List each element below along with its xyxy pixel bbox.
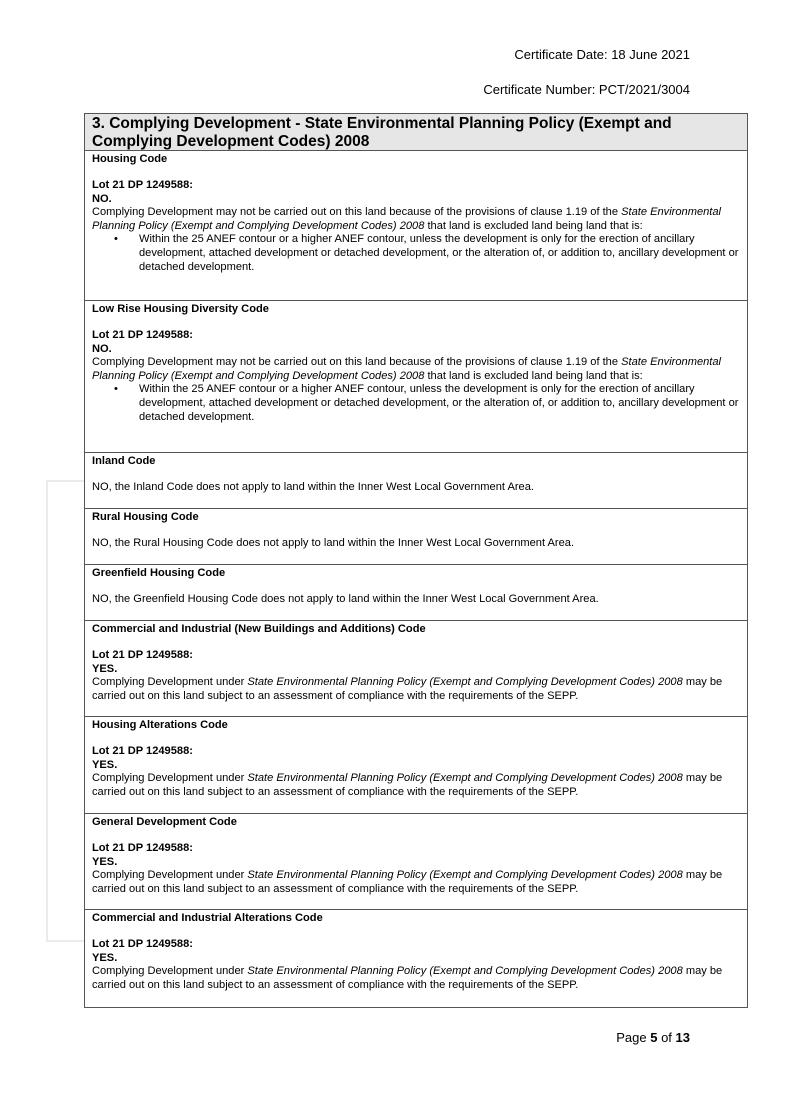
bullet-dot: • bbox=[114, 233, 118, 246]
yes-paragraph: Complying Development under State Environmental Planning Policy (Exempt and Complying Development Codes) 2008 may be carried out on this land subject to an assessment of compliance with the requirements of the SEPP. bbox=[92, 869, 723, 895]
housing-alterations-section bbox=[85, 717, 747, 814]
section-heading: Commercial and Industrial Alterations Code bbox=[92, 912, 323, 924]
section-heading: Housing Code bbox=[92, 153, 168, 165]
certificate-number: Certificate Number: PCT/2021/3004 bbox=[483, 82, 690, 97]
section-heading: General Development Code bbox=[92, 816, 237, 828]
inland-text: NO, the Inland Code does not apply to land within the Inner West Local Government Area. bbox=[92, 481, 534, 493]
commercial-new-buildings-section bbox=[85, 621, 747, 717]
low-rise-housing-section bbox=[85, 301, 747, 453]
answer-no: NO. bbox=[92, 342, 112, 355]
answer-yes: YES. bbox=[92, 662, 118, 675]
answer-yes: YES. bbox=[92, 951, 118, 964]
lot-label: Lot 21 DP 1249588: bbox=[92, 745, 193, 757]
section-heading: Inland Code bbox=[92, 455, 156, 467]
commercial-alterations-section bbox=[85, 910, 747, 1007]
general-development-section bbox=[85, 814, 747, 910]
certificate-date: Certificate Date: 18 June 2021 bbox=[514, 47, 690, 62]
section-heading: Low Rise Housing Diversity Code bbox=[92, 303, 269, 315]
yes-paragraph: Complying Development under State Environmental Planning Policy (Exempt and Complying Development Codes) 2008 may be carried out on this land subject to an assessment of compliance with the requirements of the SEPP. bbox=[92, 676, 723, 702]
rural-text: NO, the Rural Housing Code does not apply to land within the Inner West Local Government Area. bbox=[92, 537, 575, 549]
greenfield-housing-section bbox=[85, 565, 747, 621]
answer-no: NO. bbox=[92, 192, 112, 205]
complying-development-table bbox=[84, 113, 748, 1008]
lot-label: Lot 21 DP 1249588: bbox=[92, 329, 193, 341]
housing-code-section bbox=[85, 151, 747, 301]
bullet-item: • Within the 25 ANEF contour or a higher ANEF contour, unless the development is only for the erection of ancillary development, attached development or detached development, or the alteration of, or addition to, ancillary development or detached development. bbox=[114, 233, 739, 273]
bullet-dot: • bbox=[114, 383, 118, 396]
yes-paragraph: Complying Development under State Environmental Planning Policy (Exempt and Complying Development Codes) 2008 may be carried out on this land subject to an assessment of compliance with the requirements of the SEPP. bbox=[92, 772, 723, 798]
lot-label: Lot 21 DP 1249588: bbox=[92, 938, 193, 950]
lot-label: Lot 21 DP 1249588: bbox=[92, 842, 193, 854]
answer-yes: YES. bbox=[92, 855, 118, 868]
bullet-item: • Within the 25 ANEF contour or a higher ANEF contour, unless the development is only for the erection of ancillary development, attached development or detached development, or the alteration of, or addition to, ancillary development or detached development. bbox=[114, 383, 739, 423]
section-heading: Commercial and Industrial (New Buildings and Additions) Code bbox=[92, 623, 426, 635]
exclusion-paragraph: Complying Development may not be carried out on this land because of the provisions of clause 1.19 of the State Environmental Planning Policy (Exempt and Complying Development Codes) 2008 that land is excluded land being land that is: bbox=[92, 206, 722, 232]
lot-label: Lot 21 DP 1249588: bbox=[92, 649, 193, 661]
lot-label: Lot 21 DP 1249588: bbox=[92, 179, 193, 191]
page-number: Page 5 of 13 bbox=[616, 1030, 690, 1045]
section-heading: Rural Housing Code bbox=[92, 511, 199, 523]
exclusion-paragraph: Complying Development may not be carried out on this land because of the provisions of clause 1.19 of the State Environmental Planning Policy (Exempt and Complying Development Codes) 2008 that land is excluded land being land that is: bbox=[92, 356, 722, 382]
section-title: 3. Complying Development - State Environmental Planning Policy (Exempt and Complying Development Codes) 2008 bbox=[85, 114, 747, 151]
greenfield-text: NO, the Greenfield Housing Code does not apply to land within the Inner West Local Government Area. bbox=[92, 593, 599, 605]
section-heading: Housing Alterations Code bbox=[92, 719, 228, 731]
rural-housing-section bbox=[85, 509, 747, 565]
yes-paragraph: Complying Development under State Environmental Planning Policy (Exempt and Complying Development Codes) 2008 may be carried out on this land subject to an assessment of compliance with the requirements of the SEPP. bbox=[92, 965, 723, 991]
inland-code-section bbox=[85, 453, 747, 509]
faint-bracket-mark bbox=[46, 480, 84, 942]
answer-yes: YES. bbox=[92, 758, 118, 771]
section-heading: Greenfield Housing Code bbox=[92, 567, 226, 579]
